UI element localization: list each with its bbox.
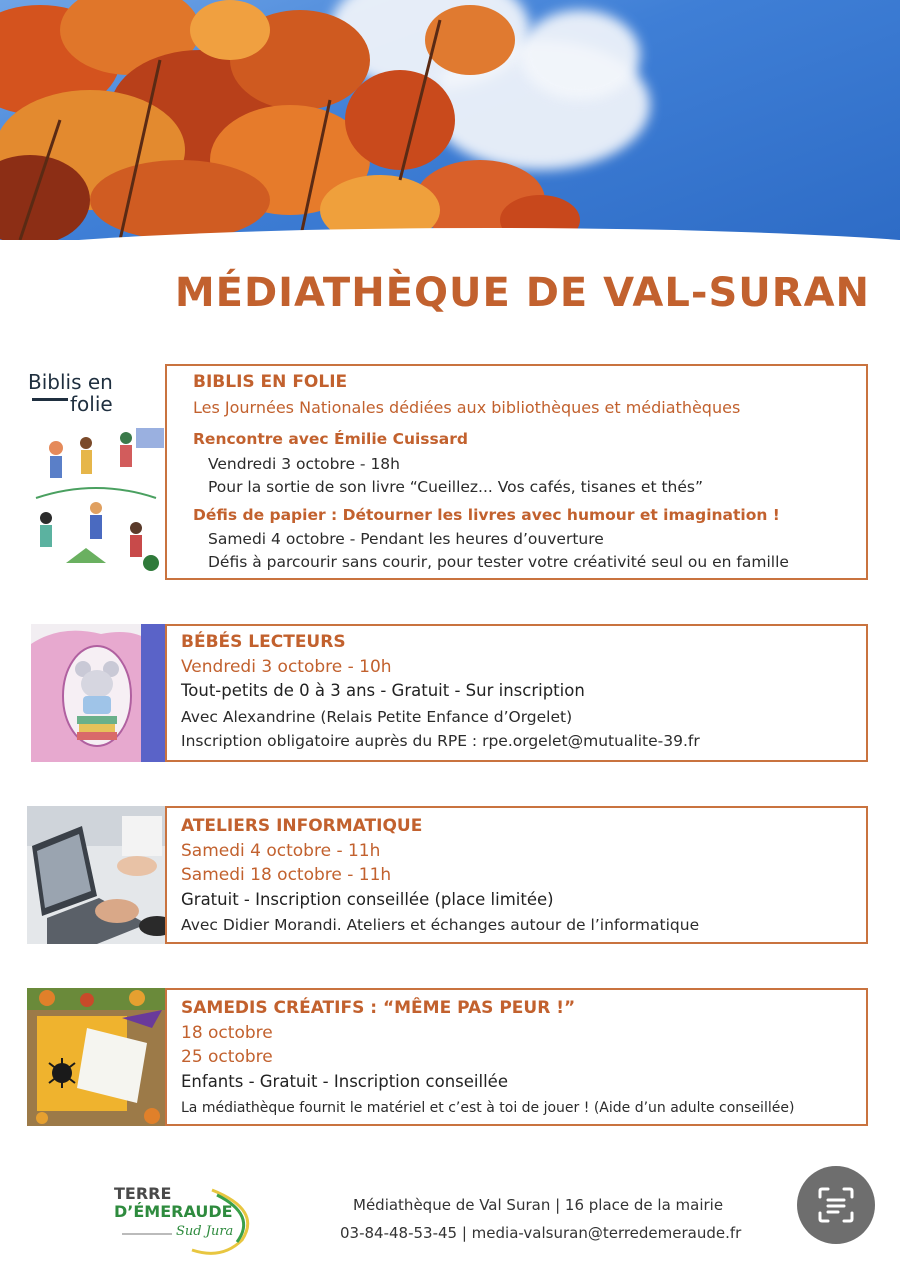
samedis-creatifs-image	[27, 988, 167, 1126]
bebes-lecteurs-image	[31, 624, 167, 762]
text-scan-button[interactable]	[797, 1166, 875, 1244]
samedis-info: Enfants - Gratuit - Inscription conseillée	[181, 1072, 508, 1091]
ateliers-date1: Samedi 4 octobre - 11h	[181, 841, 381, 861]
logo-line1: TERRE	[114, 1184, 172, 1203]
biblis-logo-line2: folie	[70, 392, 113, 416]
biblis-en-folie-logo	[26, 368, 168, 580]
logo-line2: D’ÉMERAUDE	[114, 1202, 233, 1221]
samedis-creatifs-card	[165, 988, 868, 1126]
text-scan-icon	[816, 1185, 856, 1225]
biblis-event2-title: Défis de papier : Détourner les livres avec humour et imagination !	[193, 506, 780, 524]
biblis-event1-desc: Pour la sortie de son livre “Cueillez... Vos cafés, tisanes et thés”	[208, 478, 703, 496]
samedis-date1: 18 octobre	[181, 1023, 273, 1043]
ateliers-heading: ATELIERS INFORMATIQUE	[181, 816, 423, 836]
biblis-event1-title: Rencontre avec Émilie Cuissard	[193, 430, 468, 448]
page-title: MÉDIATHÈQUE DE VAL-SURAN	[174, 270, 870, 316]
bebes-date: Vendredi 3 octobre - 10h	[181, 657, 392, 677]
ateliers-date2: Samedi 18 octobre - 11h	[181, 865, 392, 885]
samedis-heading: SAMEDIS CRÉATIFS : “MÊME PAS PEUR !”	[181, 998, 576, 1018]
biblis-event1-date: Vendredi 3 octobre - 18h	[208, 455, 400, 473]
bebes-heading: BÉBÉS LECTEURS	[181, 632, 346, 652]
samedis-date2: 25 octobre	[181, 1047, 273, 1067]
footer-address: Médiathèque de Val Suran | 16 place de la mairie	[353, 1196, 724, 1214]
autumn-leaves-illustration	[0, 0, 900, 240]
biblis-heading: BIBLIS EN FOLIE	[193, 372, 348, 392]
footer-contact: 03-84-48-53-45 | media-valsuran@terredemeraude.fr	[340, 1224, 742, 1242]
ateliers-informatique-card	[165, 806, 868, 944]
laptop-hands-photo	[27, 806, 167, 944]
halloween-crafts-photo	[27, 988, 167, 1126]
terre-emeraude-logo	[112, 1180, 262, 1260]
biblis-subtitle: Les Journées Nationales dédiées aux bibliothèques et médiathèques	[193, 398, 741, 417]
ateliers-info: Gratuit - Inscription conseillée (place limitée)	[181, 890, 554, 909]
samedis-desc: La médiathèque fournit le matériel et c’est à toi de jouer ! (Aide d’un adulte conseillée)	[181, 1100, 795, 1116]
bebes-lecteurs-card	[165, 624, 868, 762]
logo-line3: Sud Jura	[176, 1224, 234, 1239]
biblis-event2-date: Samedi 4 octobre - Pendant les heures d’ouverture	[208, 530, 604, 548]
bebes-contact: Inscription obligatoire auprès du RPE : rpe.orgelet@mutualite-39.fr	[181, 732, 700, 750]
biblis-illustration	[26, 368, 168, 580]
biblis-event2-desc: Défis à parcourir sans courir, pour tester votre créativité seul ou en famille	[208, 553, 789, 571]
bebes-with: Avec Alexandrine (Relais Petite Enfance d’Orgelet)	[181, 708, 573, 726]
biblis-en-folie-card	[165, 364, 868, 580]
ateliers-informatique-image	[27, 806, 167, 944]
biblis-logo-line1: Biblis en	[28, 370, 113, 394]
hero-autumn-photo	[0, 0, 900, 240]
bebes-info: Tout-petits de 0 à 3 ans - Gratuit - Sur inscription	[181, 681, 585, 700]
ateliers-with: Avec Didier Morandi. Ateliers et échanges autour de l’informatique	[181, 916, 700, 934]
mouse-reading-illustration	[31, 624, 167, 762]
